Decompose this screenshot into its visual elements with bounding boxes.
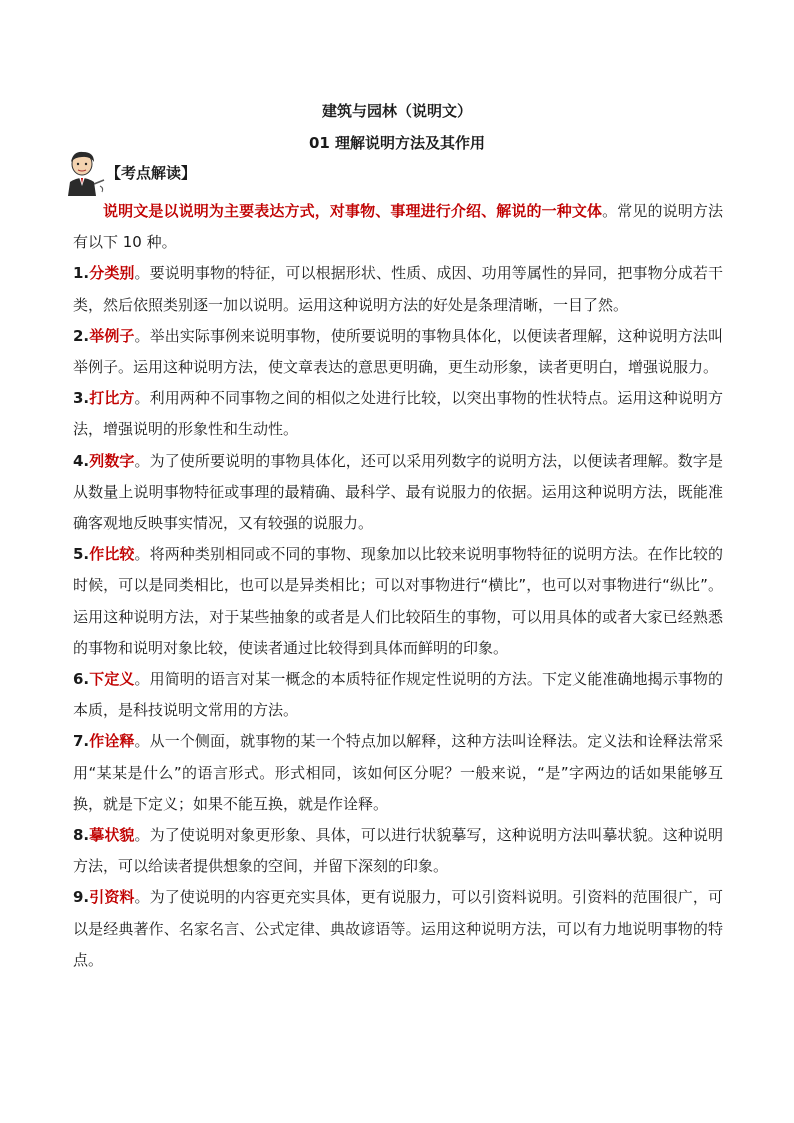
teacher-avatar-icon [64, 150, 108, 196]
method-paragraph [73, 383, 723, 445]
method-number: 5. [73, 545, 90, 564]
method-number: 3. [73, 389, 90, 408]
method-number: 7. [73, 732, 90, 751]
body-text [73, 196, 723, 976]
method-name: 摹状貌 [89, 826, 135, 845]
method-number: 1. [73, 264, 90, 283]
method-text: 。为了使所要说明的事物具体化，还可以采用列数字的说明方法，以便读者理解。数字是从数量上说明事物特征或事理的最精确、最科学、最有说服力的依据。运用这种说明方法，既能准确客观地反映事实情况，又有较强的说服力。 [73, 451, 723, 533]
doc-title: 建筑与园林（说明文） [321, 102, 472, 120]
method-text: 。利用两种不同事物之间的相似之处进行比较，以突出事物的性状特点。运用这种说明方法，增强说明的形象性和生动性。 [73, 389, 723, 439]
intro-highlight: 说明文是以说明为主要表达方式，对事物、事理进行介绍、解说的一种文体 [103, 202, 603, 220]
method-text: 。用简明的语言对某一概念的本质特征作规定性说明的方法。下定义能准确地揭示事物的本质，是科技说明文常用的方法。 [73, 670, 723, 720]
method-number: 2. [73, 326, 90, 345]
method-name: 下定义 [89, 670, 135, 689]
method-text: 。为了使说明的内容更充实具体，更有说服力，可以引资料说明。引资料的范围很广，可以是经典著作、名家名言、公式定律、典故谚语等。运用这种说明方法，可以有力地说明事物的特点。 [73, 888, 723, 969]
intro-paragraph [73, 196, 723, 258]
method-name: 举例子 [89, 326, 135, 345]
method-name: 分类别 [89, 264, 135, 283]
method-number: 4. [73, 451, 90, 470]
method-name: 作诠释 [89, 732, 135, 751]
method-text: 。将两种类别相同或不同的事物、现象加以比较来说明事物特征的说明方法。在作比较的时候，可以是同类相比，也可以是异类相比；可以对事物进行“横比”，也可以对事物进行“纵比”。运用这种说明方法，对于某些抽象的或者是人们比较陌生的事物，可以用具体的或者大家已经熟悉的事物和说明对象比较，使读者通过比较得到具体而鲜明的印象。 [73, 545, 723, 657]
method-number: 9. [73, 888, 90, 907]
method-number: 8. [73, 826, 90, 845]
method-paragraph [73, 446, 723, 540]
doc-subtitle: 01 理解说明方法及其作用 [308, 134, 486, 152]
method-text: 。举出实际事例来说明事物，使所要说明的事物具体化，以便读者理解，这种说明方法叫举例子。运用这种说明方法，使文章表达的意思更明确，更生动形象，读者更明白，增强说服力。 [73, 326, 723, 377]
method-name: 列数字 [89, 451, 135, 470]
method-paragraph [73, 321, 723, 383]
method-paragraph [73, 882, 723, 976]
method-paragraph [73, 258, 723, 320]
method-name: 引资料 [89, 888, 135, 907]
method-text: 。为了使说明对象更形象、具体，可以进行状貌摹写，这种说明方法叫摹状貌。这种说明方法，可以给读者提供想象的空间，并留下深刻的印象。 [73, 826, 723, 876]
method-paragraph [73, 539, 723, 664]
method-text: 。要说明事物的特征，可以根据形状、性质、成因、功用等属性的异同，把事物分成若干类，然后依照类别逐一加以说明。运用这种说明方法的好处是条理清晰，一目了然。 [73, 264, 723, 314]
method-paragraph [73, 726, 723, 820]
method-paragraph [73, 820, 723, 882]
method-number: 6. [73, 670, 90, 689]
section-heading: 【考点解读】 [106, 164, 197, 182]
method-paragraph [73, 664, 723, 726]
method-text: 。从一个侧面，就事物的某一个特点加以解释，这种方法叫诠释法。定义法和诠释法常采用“某某是什么”的语言形式。形式相同，该如何区分呢？一般来说，“是”字两边的话如果能够互换，就是下定义；如果不能互换，就是作诠释。 [73, 732, 723, 813]
method-name: 打比方 [89, 389, 135, 408]
method-name: 作比较 [89, 545, 135, 564]
intro-rest: 。常见的说明方法有以下 10 种。 [73, 202, 723, 252]
